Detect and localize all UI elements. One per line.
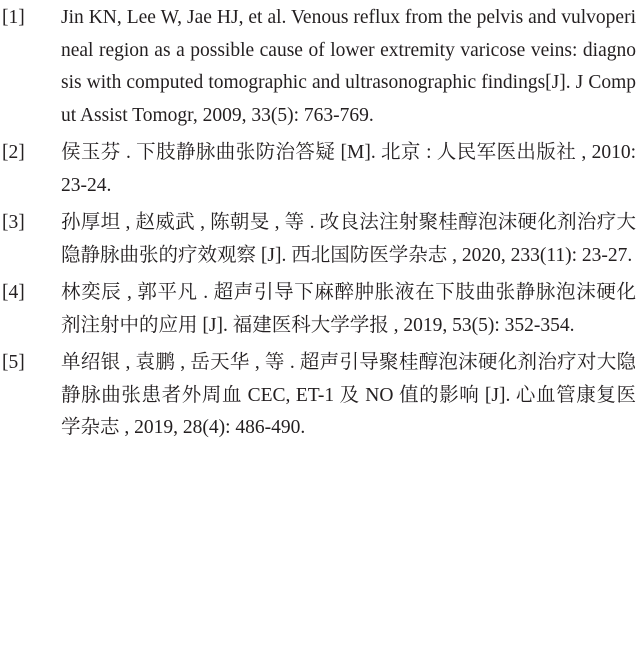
reference-item-3 — [0, 207, 642, 272]
reference-number: [3] — [2, 212, 25, 233]
reference-number: [1] — [2, 7, 25, 28]
reference-item-5 — [0, 347, 642, 445]
reference-number: [5] — [2, 352, 25, 373]
reference-text: 孙厚坦 , 赵威武 , 陈朝旻 , 等 . 改良法注射聚桂醇泡沫硬化剂治疗大隐静脉曲张的疗效观察 [J]. 西北国防医学杂志 , 2020, 233(11): 23-27. — [61, 212, 636, 266]
reference-text: 林奕辰 , 郭平凡 . 超声引导下麻醉肿胀液在下肢曲张静脉泡沫硬化剂注射中的应用 [J]. 福建医科大学学报 , 2019, 53(5): 352-354. — [61, 282, 636, 336]
reference-text: 单绍银 , 袁鹏 , 岳天华 , 等 . 超声引导聚桂醇泡沫硬化剂治疗对大隐静脉曲张患者外周血 CEC, ET-1 及 NO 值的影响 [J]. 心血管康复医学杂志 , 2019, 28(4): 486-490. — [61, 352, 636, 438]
reference-item-4 — [0, 277, 642, 342]
reference-item-1 — [0, 2, 642, 132]
reference-text: 侯玉芬 . 下肢静脉曲张防治答疑 [M]. 北京 : 人民军医出版社 , 2010: 23-24. — [61, 142, 636, 196]
reference-number: [2] — [2, 142, 25, 163]
reference-item-2 — [0, 137, 642, 202]
reference-number: [4] — [2, 282, 25, 303]
reference-text: Jin KN, Lee W, Jae HJ, et al. Venous reflux from the pelvis and vulvoperineal region as a possible cause of lower extremity varicose veins: diagnosis with computed tomographic and ultrasonographic findings[J]. J Comput Assist Tomogr, 2009, 33(5): 763-769. — [61, 7, 636, 126]
